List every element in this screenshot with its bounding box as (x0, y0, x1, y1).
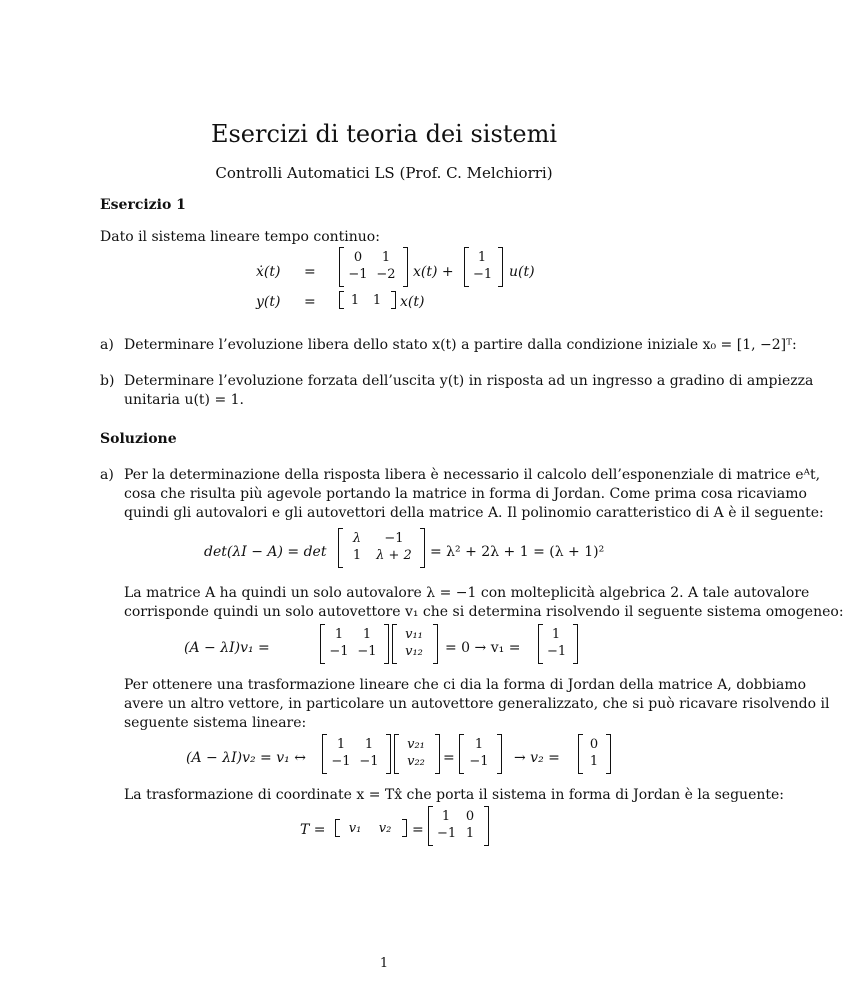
eq2-rel: = (304, 294, 316, 310)
char-matrix: λ −1 1 λ + 2 (352, 531, 412, 563)
char-rhs: = λ² + 2λ + 1 = (λ + 1)² (430, 544, 605, 560)
solution-a-label: a) (100, 467, 114, 483)
eq1-mid: x(t) + (413, 264, 454, 280)
question-a-label: a) (100, 337, 114, 353)
char-lhs: det(λI − A) = det (204, 544, 327, 560)
eig-vector: v₁₁ v₁₂ (405, 627, 423, 659)
question-b-line1: Determinare l’evoluzione forzata dell’uscita y(t) in risposta ad un ingresso a gradino di ampiezza (124, 373, 814, 389)
T-lhs: T = (300, 822, 326, 838)
matrix-A: 0 1 −1 −2 (348, 250, 396, 282)
exercise-heading: Esercizio 1 (100, 197, 186, 213)
page-number: 1 (379, 956, 389, 971)
question-a-text: Determinare l’evoluzione libera dello stato x(t) a partire dalla condizione iniziale x₀ = [1, −2]ᵀ: (124, 337, 797, 353)
solution-p1-line1: Per la determinazione della risposta libera è necessario il calcolo dell’esponenziale di matrice eᴬt, (124, 467, 821, 483)
gen-arrow: → v₂ = (514, 750, 560, 766)
eig-matrix: 1 1 −1 −1 (329, 627, 377, 659)
solution-heading: Soluzione (100, 431, 177, 447)
eq1-lhs: ẋ(t) (256, 264, 281, 280)
solution-p3-line3: seguente sistema lineare: (124, 715, 307, 731)
solution-p4: La trasformazione di coordinate x = Tx̂ che porta il sistema in forma di Jordan è la seguente: (124, 787, 784, 803)
T-columns: v₁ v₂ (348, 821, 392, 836)
solution-p3-line1: Per ottenere una trasformazione lineare che ci dia la forma di Jordan della matrice A, dobbiamo (124, 677, 807, 693)
question-b-line2: unitaria u(t) = 1. (124, 392, 245, 408)
matrix-C: 1 1 (350, 293, 382, 308)
eq1-rel: = (304, 264, 316, 280)
exercise-intro: Dato il sistema lineare tempo continuo: (100, 229, 380, 245)
eq2-tail: x(t) (400, 294, 425, 310)
document-title: Esercizi di teoria dei sistemi (210, 120, 558, 148)
gen-matrix: 1 1 −1 −1 (331, 737, 379, 769)
eq1-tail: u(t) (509, 264, 535, 280)
solution-p3-line2: avere un altro vettore, in particolare un autovettore generalizzato, che si può ricavare risolvendo il (124, 696, 830, 712)
T-eq: = (412, 822, 424, 838)
solution-p1-line3: quindi gli autovalori e gli autovettori della matrice A. Il polinomio caratteristico di A è il seguente: (124, 505, 824, 521)
gen-rhs: 1 −1 (469, 737, 489, 769)
question-b-label: b) (100, 373, 115, 389)
solution-p2-line1: La matrice A ha quindi un solo autovalore λ = −1 con molteplicità algebrica 2. A tale autovalore (124, 585, 810, 601)
eig-result: 1 −1 (547, 627, 567, 659)
gen-lhs: (A − λI)v₂ = v₁ ↔ (186, 750, 306, 766)
eig-mid: = 0 → v₁ = (445, 640, 521, 656)
gen-result: 0 1 (589, 737, 599, 769)
gen-vector: v₂₁ v₂₂ (407, 737, 425, 769)
solution-p1-line2: cosa che risulta più agevole portando la matrice in forma di Jordan. Come prima cosa ricaviamo (124, 486, 807, 502)
gen-eq: = (443, 750, 455, 766)
eig-lhs: (A − λI)v₁ = (184, 640, 270, 656)
eq2-lhs: y(t) (256, 294, 281, 310)
matrix-B: 1 −1 (473, 250, 493, 282)
document-subtitle: Controlli Automatici LS (Prof. C. Melchiorri) (215, 164, 553, 182)
T-matrix: 1 0 −1 1 (437, 809, 475, 841)
solution-p2-line2: corrisponde quindi un solo autovettore v₁ che si determina risolvendo il seguente sistema omogeneo: (124, 604, 844, 620)
